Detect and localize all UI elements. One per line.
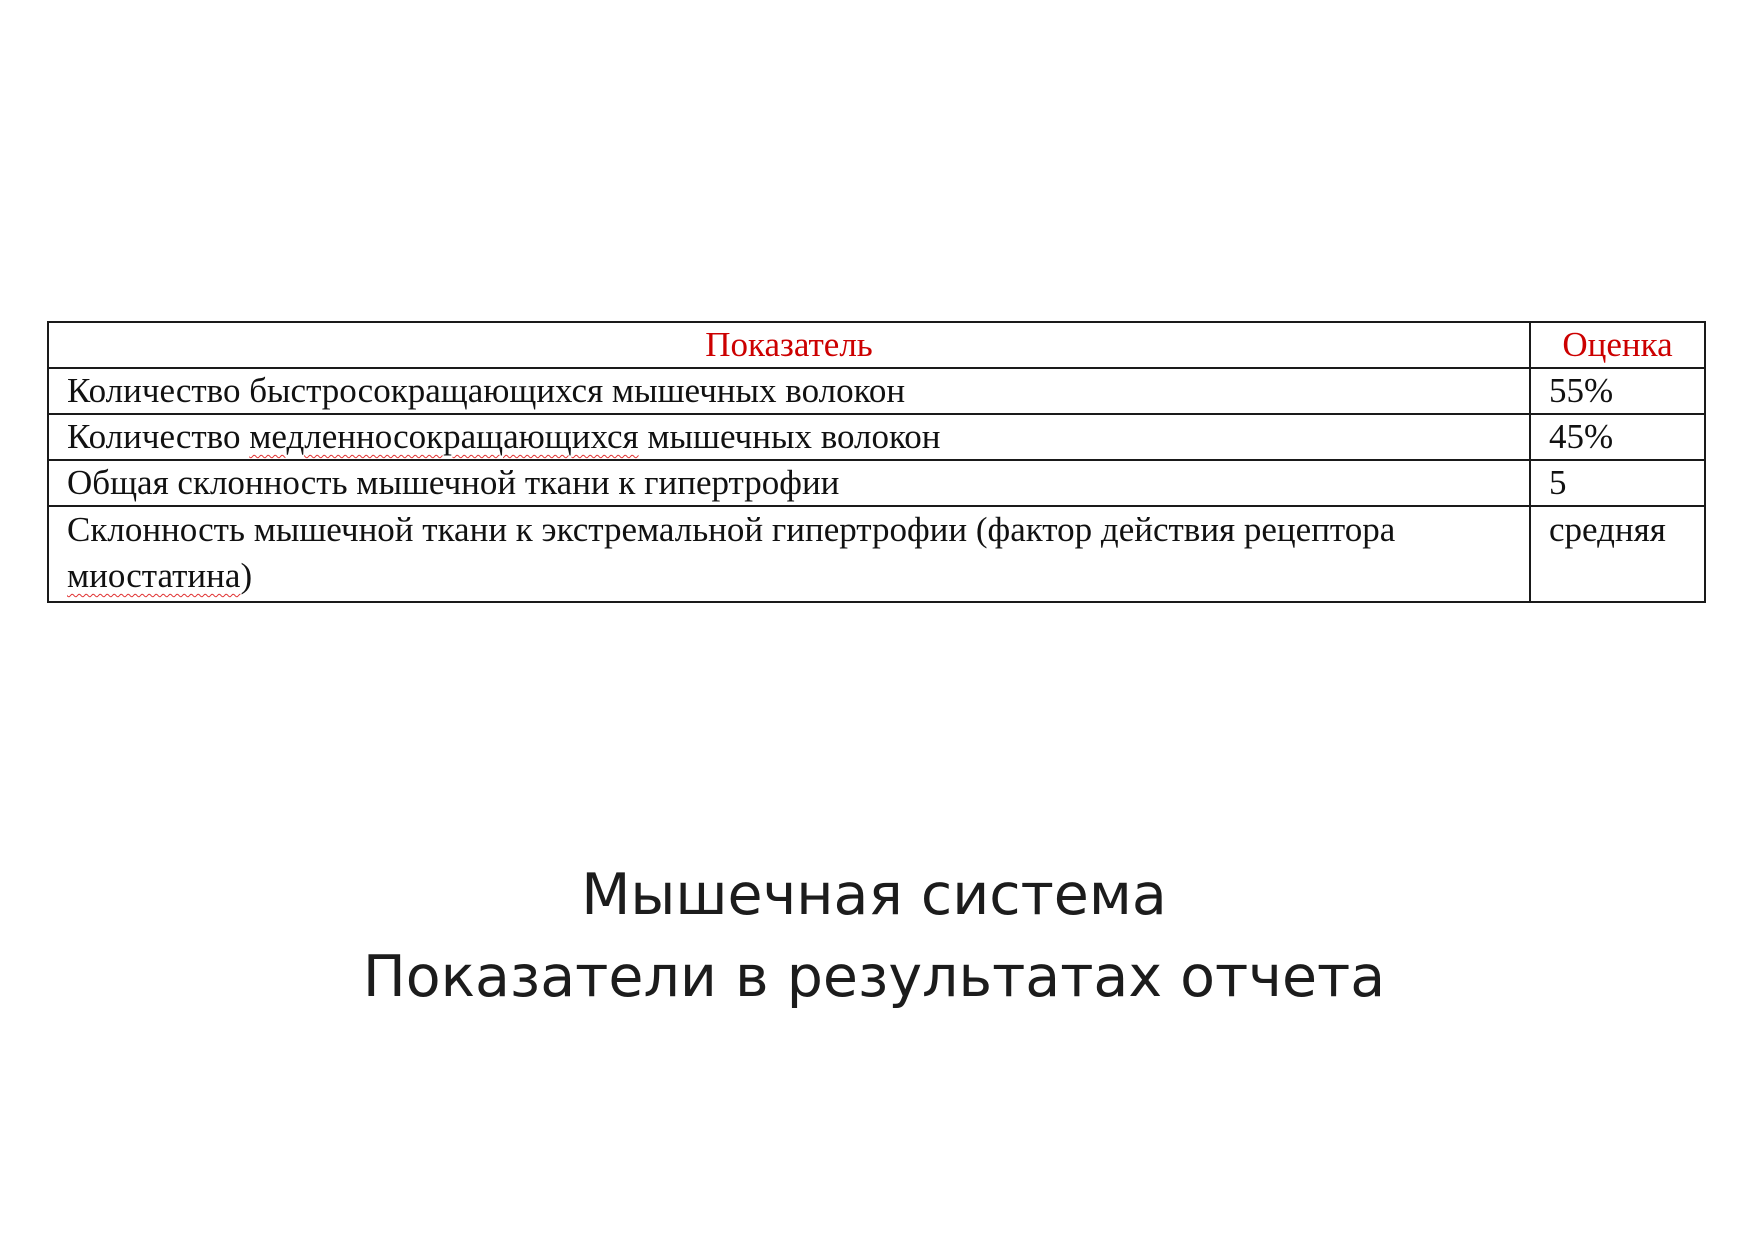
caption-title: Мышечная система (581, 862, 1167, 928)
indicator-label: Количество быстросокращающихся мышечных волокон (48, 368, 1530, 414)
label-text: ) (240, 556, 253, 595)
table-row (48, 414, 1705, 460)
table-row (48, 506, 1705, 602)
header-score: Оценка (1530, 322, 1705, 368)
indicator-label (48, 506, 1530, 602)
indicator-value: 45% (1530, 414, 1705, 460)
caption-subtitle: Показатели в результатах отчета (362, 944, 1386, 1010)
indicator-value: средняя (1530, 506, 1705, 602)
indicator-label (48, 414, 1530, 460)
label-text: Склонность мышечной ткани к экстремальной гипертрофии (фактор действия рецептора (67, 510, 1396, 549)
table-row (48, 460, 1705, 506)
label-text: мышечных волокон (638, 417, 941, 456)
spellcheck-marked-word: миостатина (67, 556, 241, 595)
indicator-value: 5 (1530, 460, 1705, 506)
spellcheck-marked-word: медленносокращающихся (249, 417, 639, 456)
table-header-row (48, 322, 1705, 368)
label-text: Количество (67, 417, 250, 456)
header-indicator: Показатель (48, 322, 1530, 368)
table-row (48, 368, 1705, 414)
indicator-value: 55% (1530, 368, 1705, 414)
indicators-table (47, 321, 1706, 603)
indicator-label: Общая склонность мышечной ткани к гипертрофии (48, 460, 1530, 506)
